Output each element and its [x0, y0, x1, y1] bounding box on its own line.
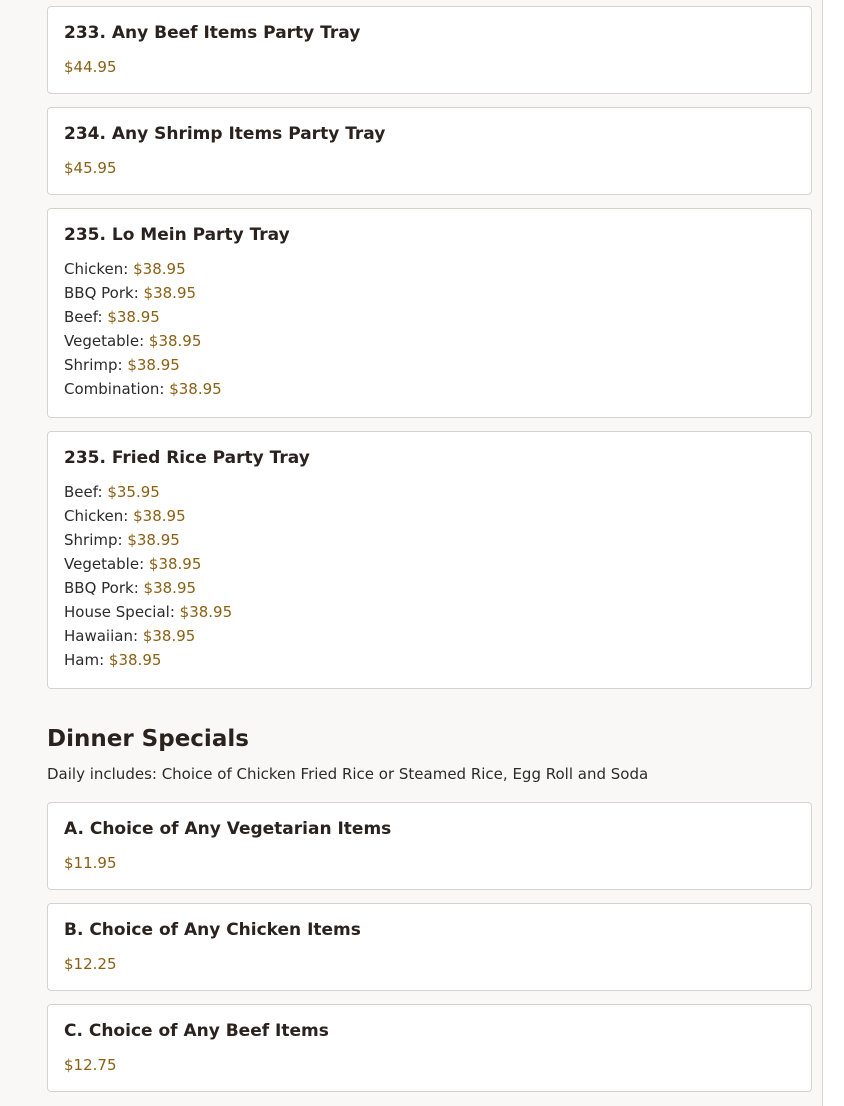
variant-price: $38.95	[133, 507, 186, 525]
variant-label: Shrimp:	[64, 356, 123, 374]
menu-item-card[interactable]	[47, 1004, 812, 1092]
menu-item-price: $12.25	[64, 955, 117, 973]
variant-label: House Special:	[64, 603, 175, 621]
variant-price: $38.95	[127, 531, 180, 549]
variant-label: Hawaiian:	[64, 627, 139, 645]
menu-item-title: 235. Lo Mein Party Tray	[64, 225, 290, 245]
variant-label: BBQ Pork:	[64, 284, 139, 302]
menu-content	[47, 6, 812, 1105]
menu-item-title: 234. Any Shrimp Items Party Tray	[64, 124, 386, 144]
menu-item-card-fried-rice[interactable]	[47, 431, 812, 689]
variant-price: $38.95	[127, 356, 180, 374]
menu-item-title: C. Choice of Any Beef Items	[64, 1021, 329, 1041]
menu-item-card[interactable]	[47, 6, 812, 94]
menu-item-price: $12.75	[64, 1056, 117, 1074]
variant-row	[64, 600, 795, 624]
variant-label: Beef:	[64, 308, 103, 326]
variant-price: $38.95	[179, 603, 233, 621]
variant-row	[64, 552, 795, 576]
variant-row	[64, 528, 795, 552]
variant-label: Vegetable:	[64, 332, 145, 350]
menu-item-title: 235. Fried Rice Party Tray	[64, 448, 310, 468]
variant-price: $38.95	[148, 555, 202, 573]
menu-item-card[interactable]	[47, 903, 812, 991]
menu-item-title: A. Choice of Any Vegetarian Items	[64, 819, 392, 839]
menu-item-card[interactable]	[47, 107, 812, 195]
section-title-dinner-specials: Dinner Specials	[47, 726, 249, 752]
variant-label: Chicken:	[64, 260, 129, 278]
variant-price: $38.95	[143, 579, 197, 597]
menu-item-price: $44.95	[64, 58, 117, 76]
menu-item-card-lo-mein[interactable]	[47, 208, 812, 418]
variant-row	[64, 504, 795, 528]
variant-row	[64, 353, 795, 377]
variant-row	[64, 377, 795, 401]
variant-row	[64, 480, 795, 504]
variant-price: $38.95	[143, 284, 197, 302]
section-description: Daily includes: Choice of Chicken Fried Rice or Steamed Rice, Egg Roll and Soda	[47, 765, 649, 783]
variant-label: Beef:	[64, 483, 103, 501]
variant-row	[64, 257, 795, 281]
variant-label: Chicken:	[64, 507, 129, 525]
variant-price: $38.95	[142, 627, 196, 645]
menu-item-price: $45.95	[64, 159, 117, 177]
variant-price: $35.95	[107, 483, 160, 501]
menu-item-card[interactable]	[47, 802, 812, 890]
variant-row	[64, 281, 795, 305]
variant-row	[64, 576, 795, 600]
variant-label: Ham:	[64, 651, 105, 669]
variant-list	[64, 257, 795, 401]
variant-price: $38.95	[133, 260, 186, 278]
variant-row	[64, 305, 795, 329]
variant-price: $38.95	[108, 651, 162, 669]
variant-label: Shrimp:	[64, 531, 123, 549]
variant-price: $38.95	[148, 332, 202, 350]
variant-row	[64, 648, 795, 672]
variant-price: $38.95	[169, 380, 222, 398]
menu-item-price: $11.95	[64, 854, 117, 872]
menu-item-title: B. Choice of Any Chicken Items	[64, 920, 361, 940]
variant-list	[64, 480, 795, 672]
variant-row	[64, 624, 795, 648]
variant-label: BBQ Pork:	[64, 579, 139, 597]
variant-label: Combination:	[64, 380, 165, 398]
variant-row	[64, 329, 795, 353]
variant-label: Vegetable:	[64, 555, 145, 573]
menu-item-title: 233. Any Beef Items Party Tray	[64, 23, 361, 43]
variant-price: $38.95	[107, 308, 160, 326]
